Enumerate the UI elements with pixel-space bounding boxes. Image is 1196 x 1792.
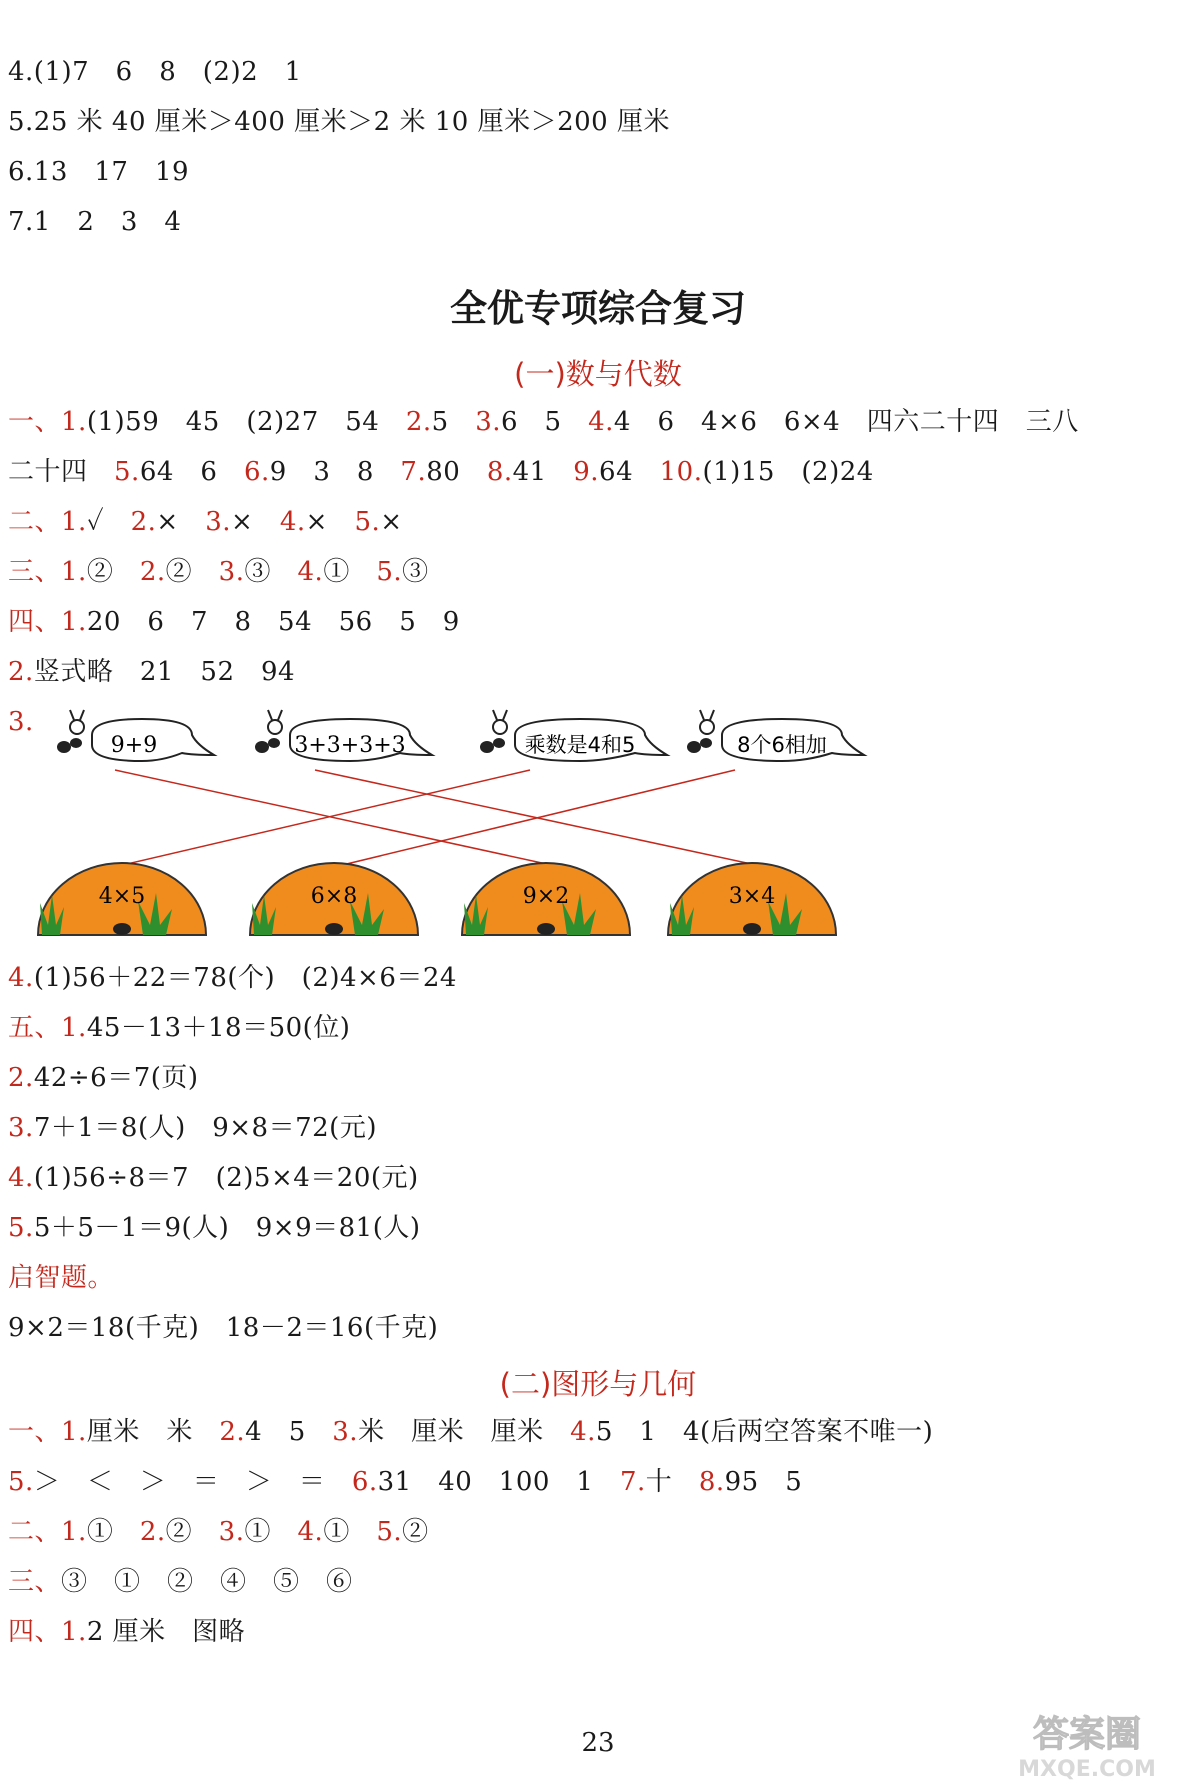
hill-text-3: 9×2 (522, 884, 570, 909)
num: 4. (297, 557, 324, 587)
ans: ③ (244, 557, 298, 587)
answer-line-4: 4.(1)7 6 8 (2)2 1 (8, 57, 302, 87)
ans: × (156, 507, 206, 537)
hill-text-4: 3×4 (728, 884, 776, 909)
ant-icon (480, 741, 494, 753)
num: 2. (405, 407, 432, 437)
ans: 5 1 4(后两空答案不唯一) (595, 1417, 934, 1447)
num: 5. (8, 1467, 34, 1497)
ans: 4 6 4×6 6×4 四六二十四 三八 (613, 407, 1079, 437)
ans: (1)56＋22＝78(个) (2)4×6＝24 (33, 963, 457, 993)
ant-text-1: 9+9 (110, 733, 158, 758)
num: 8. (486, 457, 513, 487)
num: 4. (279, 507, 306, 537)
ans: 95 5 (724, 1467, 803, 1497)
s1-si-line1 (8, 606, 460, 638)
num: 4. (8, 963, 34, 993)
matching-diagram (0, 705, 1196, 955)
s2-yi-line2 (8, 1466, 802, 1498)
page-title: 全优专项综合复习 (450, 287, 746, 330)
ant-text-4: 8个6相加 (737, 733, 827, 757)
num: 3. (332, 1417, 359, 1447)
ans: ② (86, 557, 140, 587)
section-heading-number-algebra: (一)数与代数 (514, 357, 682, 391)
ans: 4 5 (245, 1417, 333, 1447)
s2-san-label: 三、 (8, 1567, 62, 1597)
num: 2. (139, 1517, 166, 1547)
ans: 十 (645, 1467, 699, 1497)
num: 1. (61, 557, 87, 587)
ans: ① (86, 1517, 140, 1547)
num: 2. (130, 507, 157, 537)
num: 3. (475, 407, 501, 437)
ans: 5 (431, 407, 476, 437)
hill-text-2: 6×8 (310, 884, 358, 909)
ans: ＞ ＜ ＞ ＝ ＞ ＝ (33, 1467, 352, 1497)
s2-yi-label: 一、 (8, 1417, 62, 1447)
num: 5. (8, 1213, 34, 1243)
ans: 42÷6＝7(页) (33, 1063, 199, 1093)
ant-icon (255, 741, 269, 753)
s1-er-line (8, 506, 403, 538)
ans: ✓ (86, 507, 131, 537)
s2-er-line (8, 1516, 429, 1548)
num: 1. (61, 1517, 87, 1547)
ans: 41 (512, 457, 574, 487)
s1-wu-line1 (8, 1012, 350, 1044)
s1-wu-line5 (8, 1212, 421, 1244)
qizhi-label: 启智题。 (8, 1263, 115, 1293)
hole-icon (743, 923, 761, 935)
ans: ② (165, 1517, 219, 1547)
hole-icon (113, 923, 131, 935)
s2-si-label: 四、 (8, 1617, 62, 1647)
num: 1. (61, 1013, 87, 1043)
ans: 二十四 (8, 457, 115, 487)
ans: (1)59 45 (2)27 54 (86, 407, 406, 437)
num: 1. (61, 1417, 87, 1447)
num: 8. (698, 1467, 725, 1497)
ans: 9 3 8 (269, 457, 401, 487)
ant-text-2: 3+3+3+3 (294, 733, 406, 758)
ans: ③ (402, 557, 429, 587)
num: 3. (218, 557, 245, 587)
s1-san-line (8, 556, 429, 588)
answer-line-5: 5.25 米 40 厘米＞400 厘米＞2 米 10 厘米＞200 厘米 (8, 107, 670, 137)
ans: 6 5 (501, 407, 589, 437)
num: 4. (588, 407, 614, 437)
num: 5. (114, 457, 140, 487)
ans: 5＋5－1＝9(人) 9×9＝81(人) (33, 1213, 421, 1243)
ans: ② (402, 1517, 429, 1547)
num: 6. (351, 1467, 378, 1497)
answer-line-6: 6.13 17 19 (8, 157, 190, 187)
s1-yi-line2 (8, 456, 874, 488)
s1-si-line2 (8, 656, 295, 688)
num: 5. (376, 557, 403, 587)
num: 6. (243, 457, 270, 487)
match-line (315, 770, 770, 868)
num: 1. (61, 1617, 87, 1647)
s1-si-label: 四、 (8, 607, 62, 637)
ans: × (231, 507, 280, 537)
ans: 米 厘米 厘米 (358, 1417, 571, 1447)
ans: 20 6 7 8 54 56 5 9 (86, 607, 460, 637)
ans: 2 厘米 图略 (86, 1617, 246, 1647)
ans: 厘米 米 (86, 1417, 220, 1447)
num: 1. (61, 507, 87, 537)
ans: 64 6 (139, 457, 244, 487)
num: 2. (139, 557, 166, 587)
ans: ② (165, 557, 219, 587)
ans: 45－13＋18＝50(位) (86, 1013, 351, 1043)
s1-wu-line3 (8, 1112, 377, 1144)
ans: ① (323, 1517, 377, 1547)
num: 3. (8, 707, 34, 737)
ant-icon (687, 741, 701, 753)
s1-si-line4 (8, 962, 457, 994)
ant-text-3: 乘数是4和5 (524, 733, 636, 757)
num: 5. (376, 1517, 403, 1547)
s2-er-label: 二、 (8, 1517, 62, 1547)
num: 4. (570, 1417, 596, 1447)
s1-yi-label: 一、 (8, 407, 62, 437)
ans: ③ ① ② ④ ⑤ ⑥ (61, 1567, 353, 1597)
s1-wu-line2 (8, 1062, 199, 1094)
section-heading-geometry: (二)图形与几何 (499, 1367, 697, 1401)
num: 10. (659, 457, 703, 487)
s2-yi-line1 (8, 1416, 933, 1448)
ans: 64 (599, 457, 660, 487)
s2-san-line (8, 1566, 353, 1598)
num: 9. (573, 457, 600, 487)
hole-icon (325, 923, 343, 935)
ans: 7＋1＝8(人) 9×8＝72(元) (33, 1113, 377, 1143)
num: 4. (297, 1517, 324, 1547)
num: 5. (354, 507, 381, 537)
num: 7. (619, 1467, 646, 1497)
watermark-logo (1002, 1704, 1172, 1784)
s1-wu-line4 (8, 1162, 419, 1194)
s1-yi-line1 (8, 406, 1079, 438)
num: 3. (218, 1517, 245, 1547)
ans: ① (244, 1517, 298, 1547)
hill-text-1: 4×5 (98, 884, 146, 909)
num: 3. (8, 1113, 34, 1143)
ans: × (380, 507, 403, 537)
num: 1. (61, 407, 87, 437)
ans: 31 40 100 1 (377, 1467, 620, 1497)
watermark-url: MXQE.COM (1018, 1757, 1156, 1782)
num: 2. (219, 1417, 246, 1447)
qizhi-answer: 9×2＝18(千克) 18－2＝16(千克) (8, 1313, 439, 1343)
s1-wu-label: 五、 (8, 1013, 62, 1043)
s2-si-line (8, 1616, 245, 1648)
num: 7. (400, 457, 427, 487)
num: 1. (61, 607, 87, 637)
ans: 竖式略 21 52 94 (33, 657, 296, 687)
num: 3. (205, 507, 232, 537)
ant-icon (57, 741, 71, 753)
ans: × (305, 507, 355, 537)
num: 2. (8, 657, 34, 687)
match-line (330, 770, 735, 868)
num: 2. (8, 1063, 34, 1093)
watermark-text: 答案圈 (1032, 1714, 1142, 1755)
s1-san-label: 三、 (8, 557, 62, 587)
page-number: 23 (581, 1728, 615, 1758)
match-line (110, 770, 530, 868)
ans: 80 (426, 457, 487, 487)
num: 4. (8, 1163, 34, 1193)
answer-line-7: 7.1 2 3 4 (8, 207, 182, 237)
ans: (1)15 (2)24 (702, 457, 874, 487)
hole-icon (537, 923, 555, 935)
match-line (115, 770, 565, 868)
ans: ① (323, 557, 377, 587)
ans: (1)56÷8＝7 (2)5×4＝20(元) (33, 1163, 419, 1193)
s1-er-label: 二、 (8, 507, 62, 537)
